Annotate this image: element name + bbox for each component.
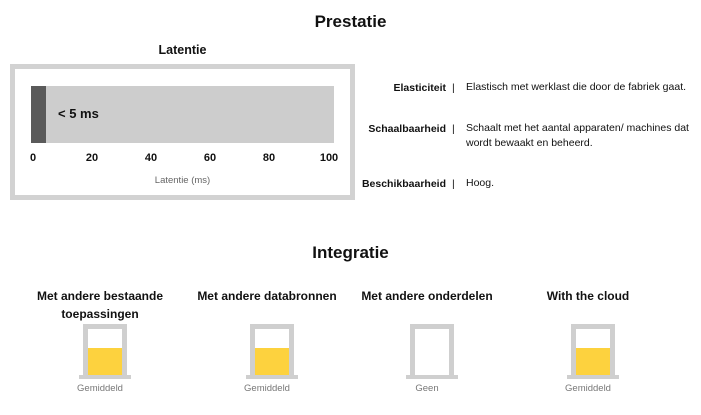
integration-item	[182, 287, 352, 394]
integration-item	[503, 287, 673, 394]
latency-bar-track	[31, 86, 334, 143]
latency-value-label: < 5 ms	[58, 106, 99, 121]
latency-tick-label: 40	[144, 152, 158, 164]
section-title-integratie: Integratie	[312, 243, 389, 262]
level-cup-icon	[571, 324, 615, 379]
integration-item-title: Met andere databronnen	[197, 289, 337, 303]
level-cup-icon	[250, 324, 294, 379]
integration-item-title: With the cloud	[546, 289, 630, 303]
latency-tick-label: 20	[85, 152, 99, 164]
latency-bar-fill	[31, 86, 46, 143]
property-key: Elasticiteit	[393, 82, 446, 94]
latency-tick-label: 60	[203, 152, 217, 164]
integration-level-label: Gemiddeld	[244, 383, 290, 394]
integration-level-label: Gemiddeld	[77, 383, 123, 394]
property-key: Schaalbaarheid	[368, 123, 446, 135]
integration-item	[342, 287, 512, 394]
integration-item	[15, 287, 185, 394]
latency-tick-label: 80	[262, 152, 276, 164]
level-fill	[88, 348, 122, 376]
property-separator: |	[452, 123, 455, 135]
level-fill	[255, 348, 289, 376]
property-separator: |	[452, 82, 455, 94]
section-title-prestatie: Prestatie	[314, 12, 387, 31]
latency-tick-label: 0	[29, 152, 37, 164]
integration-item-title: Met andere onderdelen	[361, 289, 493, 303]
latency-panel	[10, 64, 355, 200]
latency-axis-label: Latentie (ms)	[154, 175, 211, 186]
property-separator: |	[452, 178, 455, 190]
property-value: Elastisch met werklast die door de fabriek gaat.	[466, 81, 687, 93]
latency-chart-title: Latentie	[158, 43, 207, 57]
level-cup-icon	[83, 324, 127, 379]
integration-level-label: Geen	[415, 383, 439, 394]
integration-item-title: Met andere bestaande toepassingen	[36, 289, 164, 321]
property-value: Hoog.	[466, 177, 495, 189]
property-key: Beschikbaarheid	[361, 178, 446, 190]
level-fill	[576, 348, 610, 376]
integration-level-label: Gemiddeld	[565, 383, 611, 394]
property-value: Schaalt met het aantal apparaten/ machines dat wordt bewaakt en beheerd.	[466, 122, 689, 149]
level-cup-icon	[410, 324, 454, 379]
latency-tick-label: 100	[319, 152, 339, 164]
